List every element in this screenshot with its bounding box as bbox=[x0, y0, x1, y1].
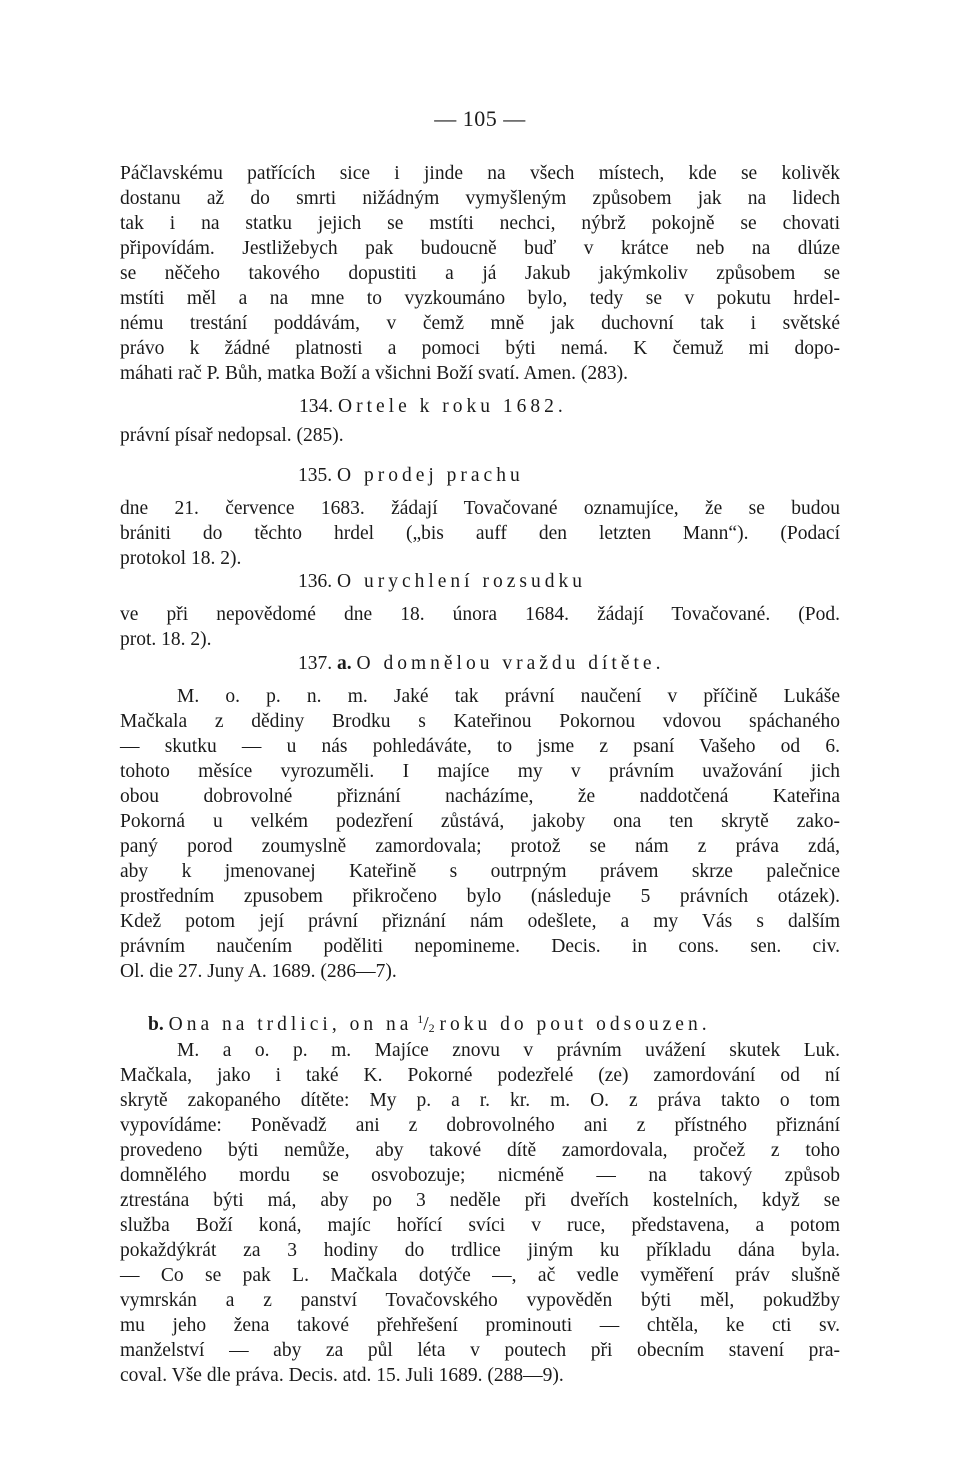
text-line: dostanu až do smrti nižádným vymyšleným způsobem jak na lidech bbox=[120, 188, 840, 209]
section-number: 134. bbox=[299, 396, 334, 417]
text-line: vypovídáme: Poněvadž ani z dobrovolného ani z přístného přiznání bbox=[120, 1115, 840, 1136]
text-line: obou dobrovolné přiznání nacházíme, že naddotčená Kateřina bbox=[120, 786, 840, 807]
text-line: pokaždýkrát za 3 hodiny do trdlice jiným ku příkladu dána byla. bbox=[120, 1240, 840, 1261]
text-line: prot. 18. 2). bbox=[120, 629, 212, 650]
text-line: máhati rač P. Bůh, matka Boží a všichni Boží svatí. Amen. (283). bbox=[120, 363, 628, 384]
section-number: 135. bbox=[298, 465, 333, 486]
section-title: O urychlení rozsudku bbox=[337, 571, 586, 592]
text-line: prostředním zpusobem přikročeno bylo (následuje 5 právních otázek). bbox=[120, 886, 840, 907]
section-heading bbox=[298, 652, 758, 676]
text-line: právní písař nedopsal. (285). bbox=[120, 425, 344, 446]
section-title: O prodej prachu bbox=[337, 465, 524, 486]
text-line: Kdež potom její právní přiznání nám odešlete, a my Vás s dalším bbox=[120, 911, 840, 932]
text-line: manželství — aby za půl léta v poutech při obecním stavení pra- bbox=[120, 1340, 840, 1361]
text-line: se něčeho takového dopustiti a já Jakub jakýmkoliv způsobem se bbox=[120, 263, 840, 284]
fraction: $^1/_2$ bbox=[417, 1012, 435, 1035]
section-number: 136. bbox=[298, 571, 333, 592]
section-heading bbox=[148, 1007, 848, 1035]
text-line: nému trestání poddávám, v čemž mně jak duchovní tak i světské bbox=[120, 313, 840, 334]
text-line: právním naučením poděliti nepomineme. Decis. in cons. sen. civ. bbox=[120, 936, 840, 957]
text-line: — Co se pak L. Mačkala dotýče —, ač vedle vyměření práv slušně bbox=[120, 1265, 840, 1286]
text-line: protokol 18. 2). bbox=[120, 548, 242, 569]
text-line: mstíti měl a na mne to vyzkoumáno bylo, tedy se v pokutu hrdel- bbox=[120, 288, 840, 309]
text-line: M. a o. p. m. Majíce znovu v právním uvážení skutek Luk. bbox=[177, 1040, 840, 1061]
section-title-part: roku do pout odsouzen. bbox=[439, 1014, 711, 1035]
text-line: skrytě zakopaného dítěte: My p. a r. kr. m. O. z práva takto o tom bbox=[120, 1090, 840, 1111]
section-title: Ortele k roku 1682. bbox=[338, 396, 567, 417]
text-line: Mačkala z dědiny Brodku s Kateřinou Pokornou vdovou spáchaného bbox=[120, 711, 840, 732]
text-line: Ol. die 27. Juny A. 1689. (286—7). bbox=[120, 961, 397, 982]
text-line: vymrskán a z panství Tovačovského vypověděn býti měl, pokudžby bbox=[120, 1290, 840, 1311]
text-line: provedeno býti nemůže, aby takové dítě zamordovala, pročež z toho bbox=[120, 1140, 840, 1161]
fraction-numerator: 1 bbox=[417, 1012, 424, 1026]
text-line: tak i na statku jejich se mstíti nechci, nýbrž pokojně se chovati bbox=[120, 213, 840, 234]
text-line: M. o. p. n. m. Jaké tak právní naučení v příčině Lukáše bbox=[177, 686, 840, 707]
text-line: paný porod zoumyslně zamordovala; protož se nám z práva zdá, bbox=[120, 836, 840, 857]
fraction-denominator: 2 bbox=[428, 1021, 435, 1035]
section-heading bbox=[299, 395, 719, 419]
text-line: aby k jmenovanej Kateřině s outrpným právem skrze palečnice bbox=[120, 861, 840, 882]
subsection-letter: b. bbox=[148, 1014, 164, 1035]
text-line: právo k žádné platnosti a pomoci býti nemá. K čemuž mi dopo- bbox=[120, 338, 840, 359]
text-line: služba Boží koná, majíc hořící svíci v ruce, představena, a potom bbox=[120, 1215, 840, 1236]
section-title-part: Ona na trdlici, on na bbox=[168, 1014, 413, 1035]
text-line: dne 21. července 1683. žádají Tovačované oznamujíce, že se budou bbox=[120, 498, 840, 519]
page-number: — 105 — bbox=[434, 106, 526, 131]
text-line: ztrestána býti má, aby po 3 neděle při dveřích kostelních, když se bbox=[120, 1190, 840, 1211]
text-line: Mačkala, jako i také K. Pokorné podezřelé (ze) zamordování od ní bbox=[120, 1065, 840, 1086]
text-line: připovídám. Jestližebych pak budoucně buď v krátce neb na dlúze bbox=[120, 238, 840, 259]
text-line: tohoto měsíce vyrozuměli. I majíce my v právním uvažování jich bbox=[120, 761, 840, 782]
text-line: Páčlavskému patřících sice i jinde na všech místech, kde se kolivěk bbox=[120, 163, 840, 184]
section-heading bbox=[298, 464, 718, 488]
text-line: domnělého mordu se osvobozuje; nicméně — na takový způsob bbox=[120, 1165, 840, 1186]
text-line: — skutku — u nás pohledáváte, to jsme z psaní Vašeho od 6. bbox=[120, 736, 840, 757]
section-number: 137. bbox=[298, 653, 333, 674]
section-title: O domnělou vraždu dítěte. bbox=[356, 653, 665, 674]
text-line: mu jeho žena takové přehřešení prominouti — chtěla, ke cti sv. bbox=[120, 1315, 840, 1336]
text-line: Pokorná u velkém podezření zůstává, jakoby ona ten skrytě zako- bbox=[120, 811, 840, 832]
text-line: coval. Vše dle práva. Decis. atd. 15. Juli 1689. (288—9). bbox=[120, 1365, 564, 1386]
subsection-letter: a. bbox=[337, 653, 352, 674]
text-line: ve při nepovědomé dne 18. února 1684. žádají Tovačované. (Pod. bbox=[120, 604, 840, 625]
text-line: brániti do těchto hrdel („bis auff den letzten Mann“). (Podací bbox=[120, 523, 840, 544]
section-heading bbox=[298, 570, 718, 594]
